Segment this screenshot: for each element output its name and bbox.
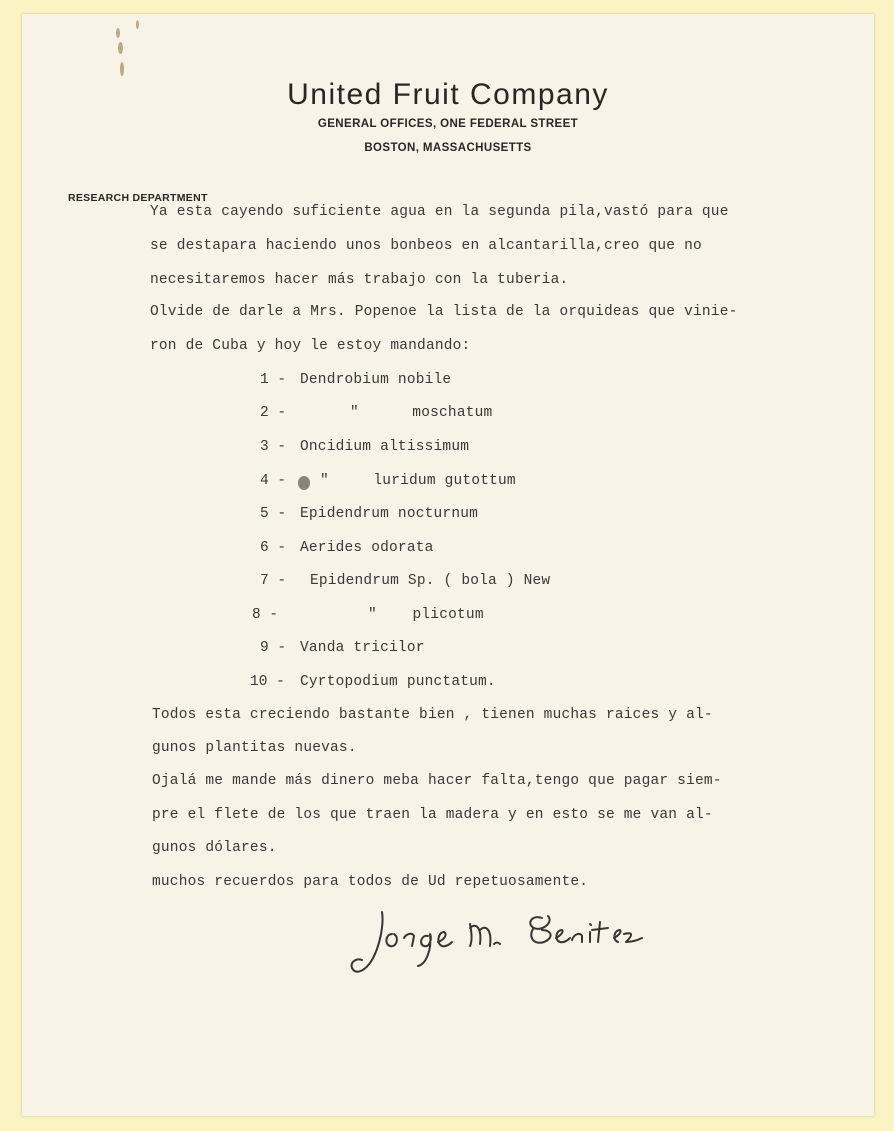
orchid-name: Aerides odorata (300, 540, 434, 556)
department-label: RESEARCH DEPARTMENT (68, 192, 208, 204)
paragraph-4-line-2: pre el flete de los que traen la madera y en esto se me van al- (152, 807, 713, 823)
paragraph-4-line-1: Ojalá me mande más dinero meba hacer falta,tengo que pagar siem- (152, 773, 722, 789)
orchid-name: Epidendrum Sp. ( bola ) New (310, 573, 551, 589)
paragraph-2-line-1: Olvide de darle a Mrs. Popenoe la lista de la orquideas que vinie- (150, 304, 738, 320)
orchid-number: 6 - (260, 540, 287, 556)
orchid-name: " luridum gutottum (320, 473, 516, 489)
orchid-number: 5 - (260, 506, 287, 522)
signature-image (342, 894, 662, 984)
paragraph-3-line-1: Todos esta creciendo bastante bien , tienen muchas raices y al- (152, 707, 713, 723)
stain-mark (116, 28, 120, 38)
orchid-name: Dendrobium nobile (300, 372, 452, 388)
stain-mark (136, 20, 139, 29)
stain-mark (120, 62, 124, 76)
orchid-number: 8 - (252, 607, 279, 623)
stain-mark (118, 42, 123, 54)
orchid-number: 9 - (260, 640, 287, 656)
letter-page (22, 14, 874, 1116)
paragraph-1-line-1: Ya esta cayendo suficiente agua en la segunda pila,vastó para que (150, 204, 729, 220)
paragraph-4-line-3: gunos dólares. (152, 840, 277, 856)
ink-blot (298, 476, 310, 490)
paragraph-3-line-2: gunos plantitas nuevas. (152, 740, 357, 756)
orchid-number: 4 - (260, 473, 287, 489)
paragraph-2-line-2: ron de Cuba y hoy le estoy mandando: (150, 338, 471, 354)
company-name: United Fruit Company (287, 78, 609, 111)
orchid-number: 10 - (250, 674, 285, 690)
offices-address: GENERAL OFFICES, ONE FEDERAL STREET (317, 118, 579, 130)
office-city: BOSTON, MASSACHUSETTS (364, 142, 532, 154)
orchid-name: " moschatum (350, 405, 493, 421)
orchid-number: 3 - (260, 439, 287, 455)
orchid-number: 1 - (260, 372, 287, 388)
orchid-name: Vanda tricilor (300, 640, 425, 656)
orchid-name: Oncidium altissimum (300, 439, 470, 455)
orchid-number: 7 - (260, 573, 287, 589)
paragraph-1-line-3: necesitaremos hacer más trabajo con la tuberia. (150, 272, 569, 288)
paragraph-1-line-2: se destapara haciendo unos bonbeos en alcantarilla,creo que no (150, 238, 702, 254)
closing-line: muchos recuerdos para todos de Ud repetuosamente. (152, 874, 589, 890)
orchid-number: 2 - (260, 405, 287, 421)
orchid-name: Cyrtopodium punctatum. (300, 674, 496, 690)
orchid-name: Epidendrum nocturnum (300, 506, 479, 522)
orchid-name: " plicotum (368, 607, 484, 623)
